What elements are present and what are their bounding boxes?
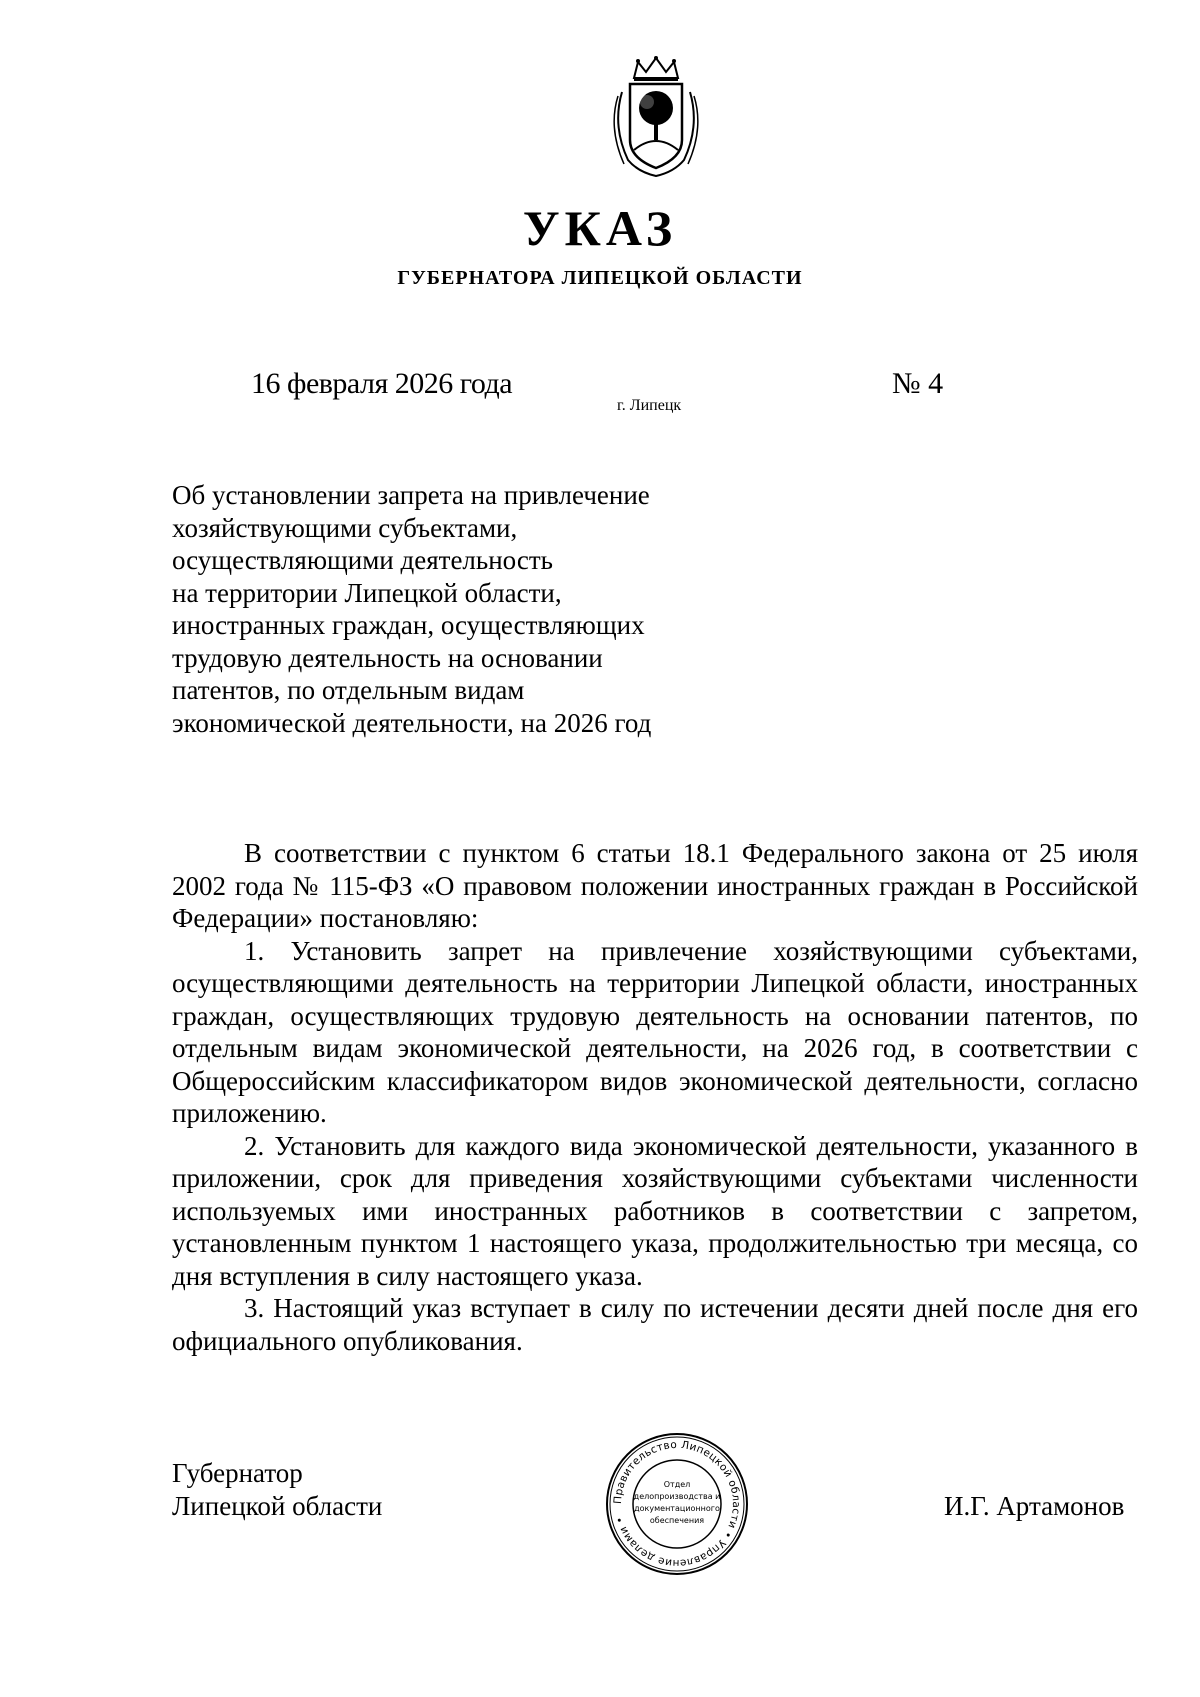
clause-paragraph: 1. Установить запрет на привлечение хозяйствующими субъектами, осуществляющими деятельность на территории Липецкой области, иностранных граждан, осуществляющих трудовую деятельность на основании патентов, по отдельным видам экономической деятельности, на 2026 год, в соответствии с Общероссийским классификатором видов экономической деятельности, согласно приложению. xyxy=(172,935,1138,1128)
signatory-position-line: Губернатор xyxy=(172,1458,303,1488)
document-place: г. Липецк xyxy=(617,397,682,414)
preamble-paragraph: В соответствии с пунктом 6 статьи 18.1 Федерального закона от 25 июля 2002 года № 115-ФЗ «О правовом положении иностранных граждан в Российской Федерации» постановляю: xyxy=(172,838,1138,933)
subject-line: иностранных граждан, осуществляющих xyxy=(172,610,645,640)
subject-line: Об установлении запрета на привлечение xyxy=(172,480,650,510)
document-title: УКАЗ xyxy=(522,200,678,256)
stamp-inner-line: Отдел xyxy=(663,1480,691,1489)
signatory-name: И.Г. Артамонов xyxy=(944,1491,1125,1521)
document-date: 16 февраля 2026 года xyxy=(251,367,513,400)
stamp-outer-text: Правительство Липецкой области • Управление делами • xyxy=(611,1438,743,1570)
clause-paragraph: 3. Настоящий указ вступает в силу по истечении десяти дней после дня его официального опубликования. xyxy=(172,1293,1138,1356)
subject-line: на территории Липецкой области, xyxy=(172,577,562,608)
subject-line: экономической деятельности, на 2026 год xyxy=(172,707,652,738)
subject-line: осуществляющими деятельность xyxy=(172,545,553,575)
signatory-position xyxy=(172,1457,382,1522)
stamp-inner-line: документационного xyxy=(634,1504,720,1513)
document-body xyxy=(172,837,1138,1357)
subject-line: трудовую деятельность на основании xyxy=(172,642,603,673)
stamp-inner-line: обеспечения xyxy=(649,1516,705,1525)
subject-line: патентов, по отдельным видам xyxy=(172,675,525,705)
signatory-position-line: Липецкой области xyxy=(172,1490,383,1521)
stamp-inner-line: делопроизводства и xyxy=(633,1492,721,1501)
official-seal-stamp xyxy=(604,1431,750,1577)
document-number: № 4 xyxy=(892,367,944,400)
coat-of-arms-icon xyxy=(604,56,708,180)
clause-paragraph: 2. Установить для каждого вида экономической деятельности, указанного в приложении, срок для приведения хозяйствующими субъектами численности используемых ими иностранных работников в соответствии с запретом, установленным пунктом 1 настоящего указа, продолжительностью три месяца, со дня вступления в силу настоящего указа. xyxy=(172,1130,1138,1291)
subject-line: хозяйствующими субъектами, xyxy=(172,512,518,543)
document-subject xyxy=(172,479,732,739)
document-issuer: ГУБЕРНАТОРА ЛИПЕЦКОЙ ОБЛАСТИ xyxy=(397,267,803,289)
